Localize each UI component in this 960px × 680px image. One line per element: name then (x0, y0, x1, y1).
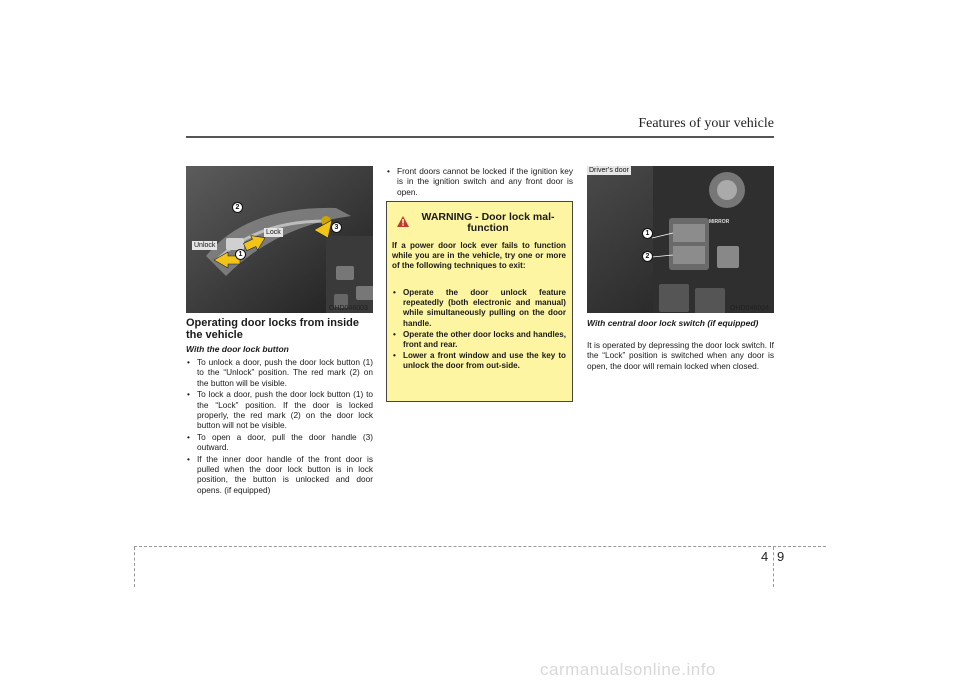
warning-box (386, 201, 573, 402)
list-item: • If the inner door handle of the front door is pulled when the door lock button is in lock position, the button is unlocked and door opens. (if equipped) (186, 454, 373, 496)
front-door-note (386, 166, 573, 198)
unlock-label: Unlock (194, 242, 216, 249)
central-lock-figure (587, 166, 774, 313)
warning-intro: If a power door lock ever fails to function while you are in the vehicle, try one or more of the following techniques to exit: (392, 241, 566, 271)
chapter-number: 4 (761, 549, 769, 564)
header-rule (186, 136, 774, 138)
section-heading: Operating door locks from inside the vehicle (186, 317, 359, 341)
list-item: • To lock a door, push the door lock button (1) to the “Lock” position. If the door is locked properly, the red mark (2) on the door lock button will not be visible. (186, 389, 373, 431)
footer-divider (773, 547, 774, 587)
list-item: • Operate the door unlock feature repeatedly (both electronic and manual) while simultaneously pulling on the door handle. (392, 288, 566, 329)
door-lock-photo (186, 166, 373, 313)
callout-badge-1: 1 (642, 228, 653, 239)
subheading-central-lock: With central door lock switch (if equipped) (587, 318, 759, 328)
callout-badge-3: 3 (331, 222, 342, 233)
list-item: • To open a door, pull the door handle (3) outward. (186, 432, 373, 453)
warning-label: WARNING (421, 211, 473, 223)
footer-divider (134, 547, 135, 587)
central-lock-paragraph: It is operated by depressing the door lock switch. If the “Lock” position is switched when any door is open, the door will remain locked when closed. (587, 340, 774, 371)
driver-door-switch-photo (587, 166, 774, 313)
footer-rule (134, 546, 826, 547)
list-item: • Lower a front window and use the key to unlock the door from out-side. (392, 351, 566, 371)
door-lock-figure (186, 166, 373, 313)
figure-code: OHD046004 (730, 305, 769, 312)
callout-badge-1: 1 (235, 249, 246, 260)
callout-badge-2: 2 (642, 251, 653, 262)
list-item: • To unlock a door, push the door lock button (1) to the “Unlock” position. The red mark (2) on the button will be visible. (186, 357, 373, 388)
list-item: • Operate the other door locks and handles, front and rear. (392, 330, 566, 350)
callout-badge-2: 2 (232, 202, 243, 213)
warning-title (413, 212, 563, 234)
section-title: Features of your vehicle (638, 116, 774, 131)
list-item: • Front doors cannot be locked if the ignition key is in the ignition switch and any front door is open. (386, 166, 573, 197)
page-number: 9 (777, 549, 785, 564)
watermark: carmanualsonline.info (540, 660, 716, 679)
warning-icon (397, 214, 409, 232)
mirror-label: MIRROR (709, 219, 730, 225)
warning-list (392, 288, 566, 373)
drivers-door-label: Driver’s door (589, 167, 629, 174)
figure-code: OHD046003 (329, 305, 368, 312)
lock-label: Lock (266, 229, 281, 236)
subheading-door-lock-button: With the door lock button (186, 344, 289, 354)
door-lock-instructions (186, 357, 373, 496)
warning-subject: - Door lock mal-function (467, 211, 555, 234)
